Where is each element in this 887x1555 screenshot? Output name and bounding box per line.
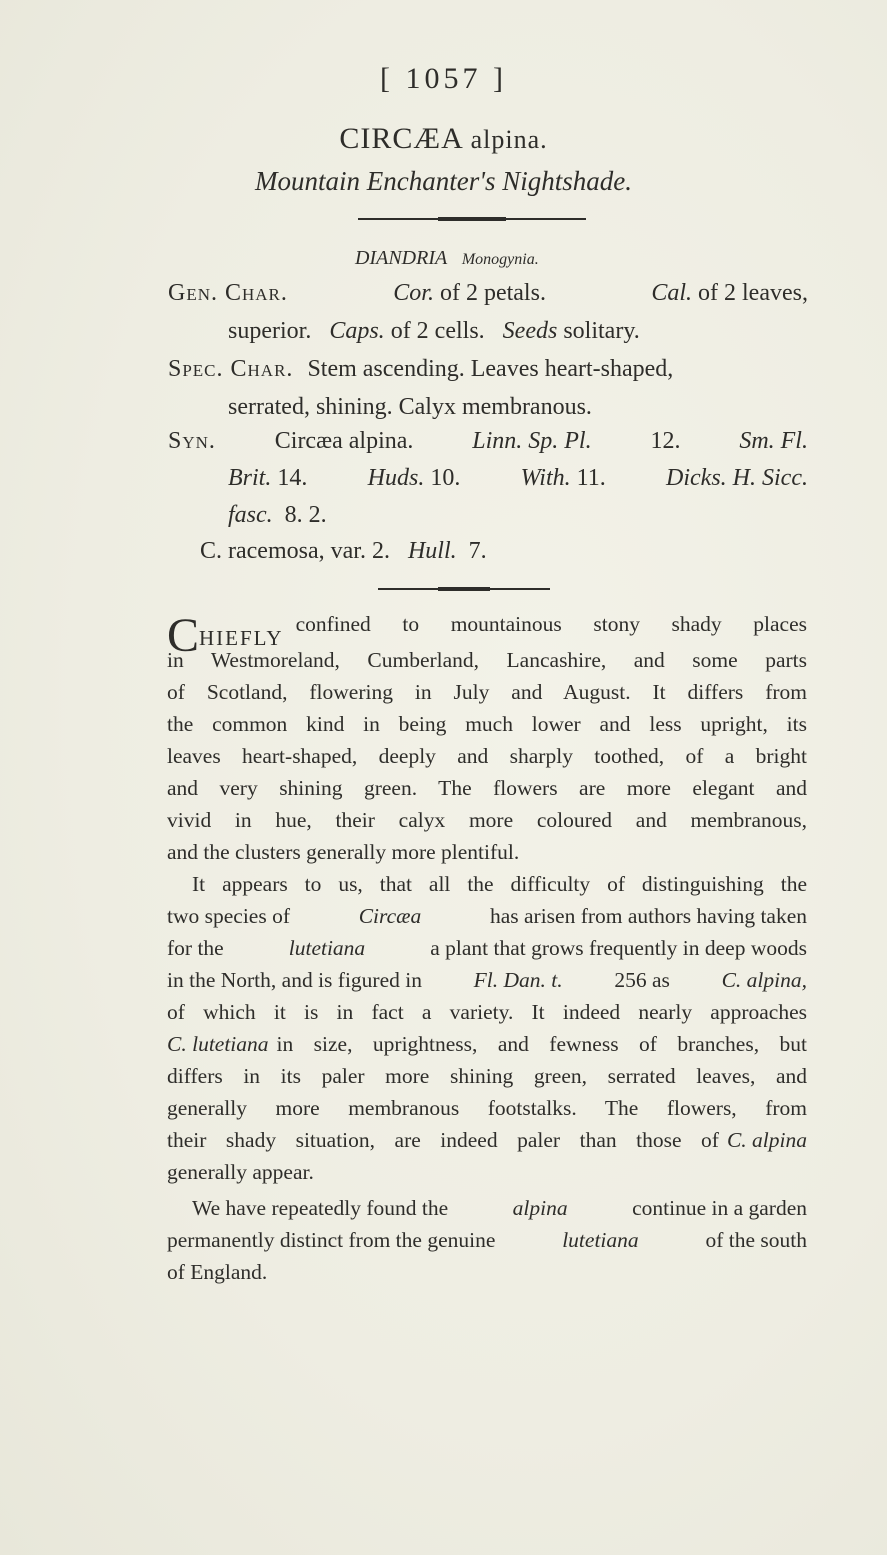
species-name: alpina. (470, 125, 548, 154)
body-text: leaves heart-shaped, deeply and sharply toothed, of a bright (167, 744, 807, 768)
body-text: a plant that grows frequently in deep woods (430, 936, 807, 960)
syn-reference: Hull. (407, 538, 457, 564)
drop-cap: C (167, 609, 200, 662)
paragraph-2-line (167, 1032, 807, 1057)
body-text: in size, uprightness, and fewness of branches, but (276, 1032, 807, 1056)
linnaean-classification (355, 247, 539, 270)
paragraph-1-line (167, 776, 807, 801)
gen-char-term: Caps. (329, 318, 385, 344)
syn-reference: Sm. Fl. (739, 428, 808, 454)
body-text: for the (167, 936, 224, 960)
body-text: the common kind in being much lower and less upright, its (167, 712, 807, 736)
taxon-name: C. lutetiana (167, 1032, 269, 1056)
gen-char-text: of 2 cells. (384, 318, 485, 344)
body-text: has arisen from authors having taken (489, 904, 807, 928)
syn-text: 8. 2. (284, 502, 327, 528)
syn-reference: Huds. (367, 465, 425, 491)
gen-char-label: Gen. Char. (168, 280, 288, 306)
gen-char-line-1 (168, 280, 808, 307)
paragraph-2-line (167, 1096, 807, 1121)
body-text: vivid in hue, their calyx more coloured and membranous, (167, 808, 807, 832)
syn-text: Circæa alpina. (274, 428, 414, 454)
taxon-name: lutetiana (562, 1228, 639, 1252)
syn-reference: With. (520, 465, 571, 491)
syn-line-4 (200, 538, 487, 565)
spec-char-text: Stem ascending. Leaves heart-shaped, (307, 356, 674, 382)
divider-rule (358, 218, 586, 220)
common-name: Mountain Enchanter's Nightshade. (255, 166, 632, 196)
body-text: two species of (167, 904, 290, 928)
syn-line-1 (168, 428, 808, 455)
paragraph-1-line (167, 712, 807, 737)
syn-reference: fasc. (228, 502, 273, 528)
syn-reference: Dicks. H. Sicc. (666, 465, 808, 491)
spec-char-label: Spec. Char. (168, 356, 294, 382)
paragraph-2-line (167, 1128, 807, 1153)
syn-label: Syn. (168, 428, 216, 454)
body-text: confined to mountainous stony shady places (295, 612, 807, 636)
paragraph-2-line (167, 968, 807, 993)
paragraph-1-line (167, 808, 807, 833)
paragraph-1-line (167, 840, 807, 865)
paragraph-2-line (192, 872, 807, 897)
gen-char-term: Seeds (502, 318, 558, 344)
body-text: of the south (705, 1228, 807, 1252)
spec-char-line-1 (168, 356, 808, 383)
body-text: of England. (167, 1260, 268, 1284)
syn-reference: Brit. (228, 465, 272, 491)
taxon-name: C. alpina, (721, 968, 807, 992)
paragraph-2-line (167, 1160, 807, 1185)
syn-line-3 (228, 502, 327, 529)
species-title (0, 122, 887, 156)
body-text: and the clusters generally more plentiful. (167, 840, 520, 864)
body-text: generally more membranous footstalks. The flowers, from (167, 1096, 807, 1120)
paragraph-2-line (167, 1000, 807, 1025)
syn-text: 12. (650, 428, 681, 454)
body-text: in Westmoreland, Cumberland, Lancashire, and some parts (167, 648, 807, 672)
body-text: permanently distinct from the genuine (167, 1228, 496, 1252)
body-text: 256 as (614, 968, 670, 992)
body-text: It appears to us, that all the difficulty of distinguishing the (192, 872, 807, 896)
spec-char-line-2: serrated, shining. Calyx membranous. (228, 394, 592, 420)
syn-text: C. racemosa, var. 2. (200, 538, 390, 564)
body-text: generally appear. (167, 1160, 314, 1184)
gen-char-line-2 (228, 318, 640, 345)
gen-char-term: Cal. (651, 280, 693, 306)
body-text: continue in a garden (632, 1196, 807, 1220)
taxon-name: Circæa (358, 904, 422, 928)
paragraph-2-line (167, 936, 807, 961)
body-text: of Scotland, flowering in July and August. It differs from (167, 680, 807, 704)
body-text: and very shining green. The flowers are more elegant and (167, 776, 807, 800)
gen-char-term: Cor. (393, 280, 434, 306)
paragraph-1-line (167, 648, 807, 673)
genus-name: CIRCÆA (339, 122, 463, 155)
order-name: Monogynia. (461, 251, 539, 268)
divider-rule (378, 588, 550, 590)
syn-text: 14. (277, 465, 308, 491)
gen-char-text: superior. (228, 318, 312, 344)
gen-char-text: solitary. (557, 318, 640, 344)
paragraph-2-line (167, 904, 807, 929)
paragraph-1-line (167, 680, 807, 705)
opening-word: HIEFLY (199, 626, 284, 650)
paragraph-3-line (192, 1196, 807, 1221)
syn-reference: Linn. Sp. Pl. (472, 428, 592, 454)
syn-line-2 (228, 465, 808, 492)
body-text: We have repeatedly found the (192, 1196, 449, 1220)
syn-text: 11. (576, 465, 606, 491)
gen-char-text: of 2 petals. (433, 280, 546, 306)
body-text: differs in its paler more shining green, serrated leaves, and (167, 1064, 807, 1088)
paragraph-1-line (167, 744, 807, 769)
body-text: in the North, and is figured in (167, 968, 422, 992)
paragraph-3-line (167, 1260, 807, 1285)
body-text: their shady situation, are indeed paler than those of (167, 1128, 719, 1152)
syn-text: 10. (430, 465, 461, 491)
gen-char-text: of 2 leaves, (692, 280, 808, 306)
syn-text: 7. (468, 538, 487, 564)
taxon-name: lutetiana (288, 936, 366, 960)
reference: Fl. Dan. t. (473, 968, 563, 992)
page-number: [ 1057 ] (380, 62, 507, 95)
body-text: of which it is in fact a variety. It indeed nearly approaches (167, 1000, 807, 1024)
class-name: DIANDRIA (355, 247, 447, 269)
paragraph-2-line (167, 1064, 807, 1089)
paragraph-3-line (167, 1228, 807, 1253)
taxon-name: C. alpina (726, 1128, 807, 1152)
taxon-name: alpina (512, 1196, 568, 1220)
